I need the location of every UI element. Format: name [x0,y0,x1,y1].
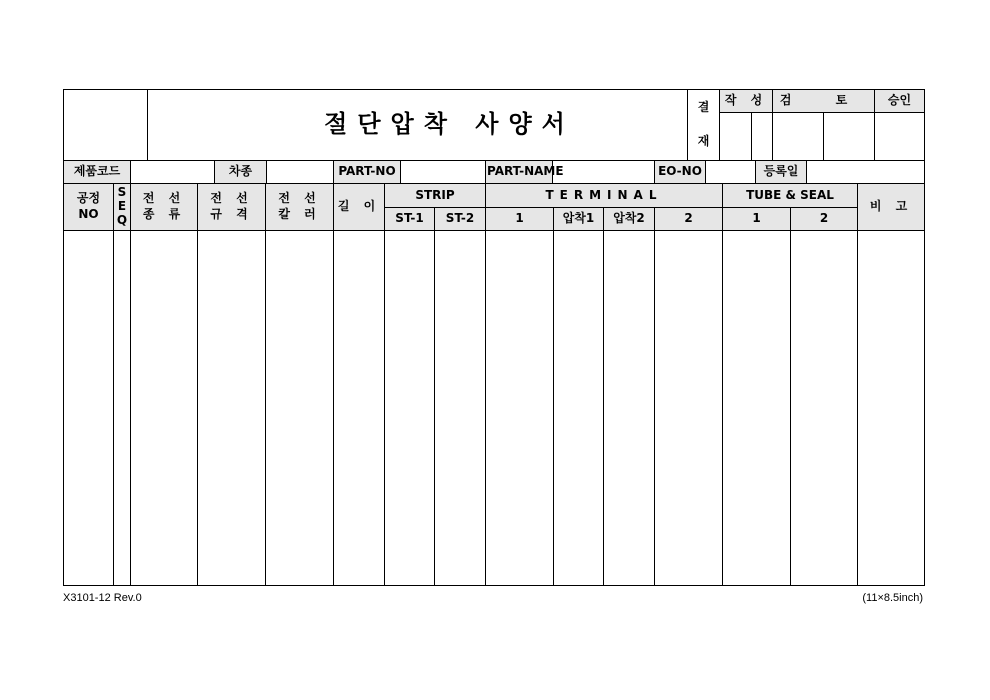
part-name-label: PART-NAME [485,160,553,184]
wire-color-header-line-2: 칼 러 [278,207,321,221]
crimp-1-column[interactable] [553,230,604,586]
strip-st2-column[interactable] [434,230,486,586]
approval-review-sign-2[interactable] [823,112,875,161]
wire-type-column[interactable] [130,230,198,586]
form-title: 절단압착 사양서 [147,89,752,161]
approval-approve-header: 승인 [874,89,925,113]
process-no-header-line-2: NO [78,207,99,221]
terminal-1-column[interactable] [485,230,554,586]
strip-header: STRIP [384,183,486,208]
seq-header-s: S [117,185,127,200]
process-no-header-line-1: 공정 [76,191,101,206]
part-name-value[interactable] [552,160,655,184]
part-no-label: PART-NO [333,160,401,184]
length-header: 길 이 [333,183,385,231]
car-type-label: 차종 [214,160,267,184]
eo-no-value[interactable] [705,160,756,184]
spec-form [63,89,925,586]
doc-number: X3101-12 Rev.0 [63,592,142,604]
strip-st2-header: ST-2 [434,207,486,231]
approval-write-header: 작 성 [719,89,773,113]
paper-size: (11×8.5inch) [862,592,923,604]
wire-type-header-line-1: 전 선 [142,191,186,206]
approval-label [687,89,720,161]
remark-header: 비 고 [857,183,925,231]
part-no-value[interactable] [400,160,486,184]
reg-date-value[interactable] [806,160,925,184]
approval-label-bottom: 재 [697,134,710,148]
approval-review-sign-1[interactable] [772,112,824,161]
approval-write-sign[interactable] [719,112,773,161]
approval-label-top: 결 [697,100,710,115]
seq-header [113,183,131,231]
tube-seal-1-column[interactable] [722,230,791,586]
wire-type-header [130,183,198,231]
wire-spec-header-line-1: 전 선 [210,191,253,206]
tube-seal-2-header: 2 [790,207,858,231]
crimp-2-header: 압착2 [603,207,655,231]
wire-color-header [265,183,334,231]
wire-type-header-line-2: 종 류 [142,207,186,221]
tube-seal-2-column[interactable] [790,230,858,586]
approval-review-header: 검 토 [772,89,875,113]
logo-area [63,89,148,161]
process-no-column[interactable] [63,230,114,586]
product-code-label: 제품코드 [63,160,131,184]
tube-seal-header: TUBE & SEAL [722,183,858,208]
strip-st1-header: ST-1 [384,207,435,231]
wire-spec-column[interactable] [197,230,266,586]
seq-column[interactable] [113,230,131,586]
eo-no-label: EO-NO [654,160,706,184]
remark-column[interactable] [857,230,925,586]
crimp-2-column[interactable] [603,230,655,586]
terminal-1-header: 1 [485,207,554,231]
terminal-2-header: 2 [654,207,723,231]
car-type-value[interactable] [266,160,334,184]
seq-header-e: E [117,199,127,214]
product-code-value[interactable] [130,160,215,184]
reg-date-label: 등록일 [755,160,807,184]
wire-color-column[interactable] [265,230,334,586]
wire-color-header-line-1: 전 선 [278,191,321,206]
length-column[interactable] [333,230,385,586]
approval-approve-sign[interactable] [874,112,925,161]
terminal-header: TERMINAL [485,183,723,208]
wire-spec-header [197,183,266,231]
tube-seal-1-header: 1 [722,207,791,231]
wire-spec-header-line-2: 규 격 [210,207,253,221]
seq-header-q: Q [116,212,128,227]
strip-st1-column[interactable] [384,230,435,586]
terminal-2-column[interactable] [654,230,723,586]
crimp-1-header: 압착1 [553,207,604,231]
process-no-header [63,183,114,231]
